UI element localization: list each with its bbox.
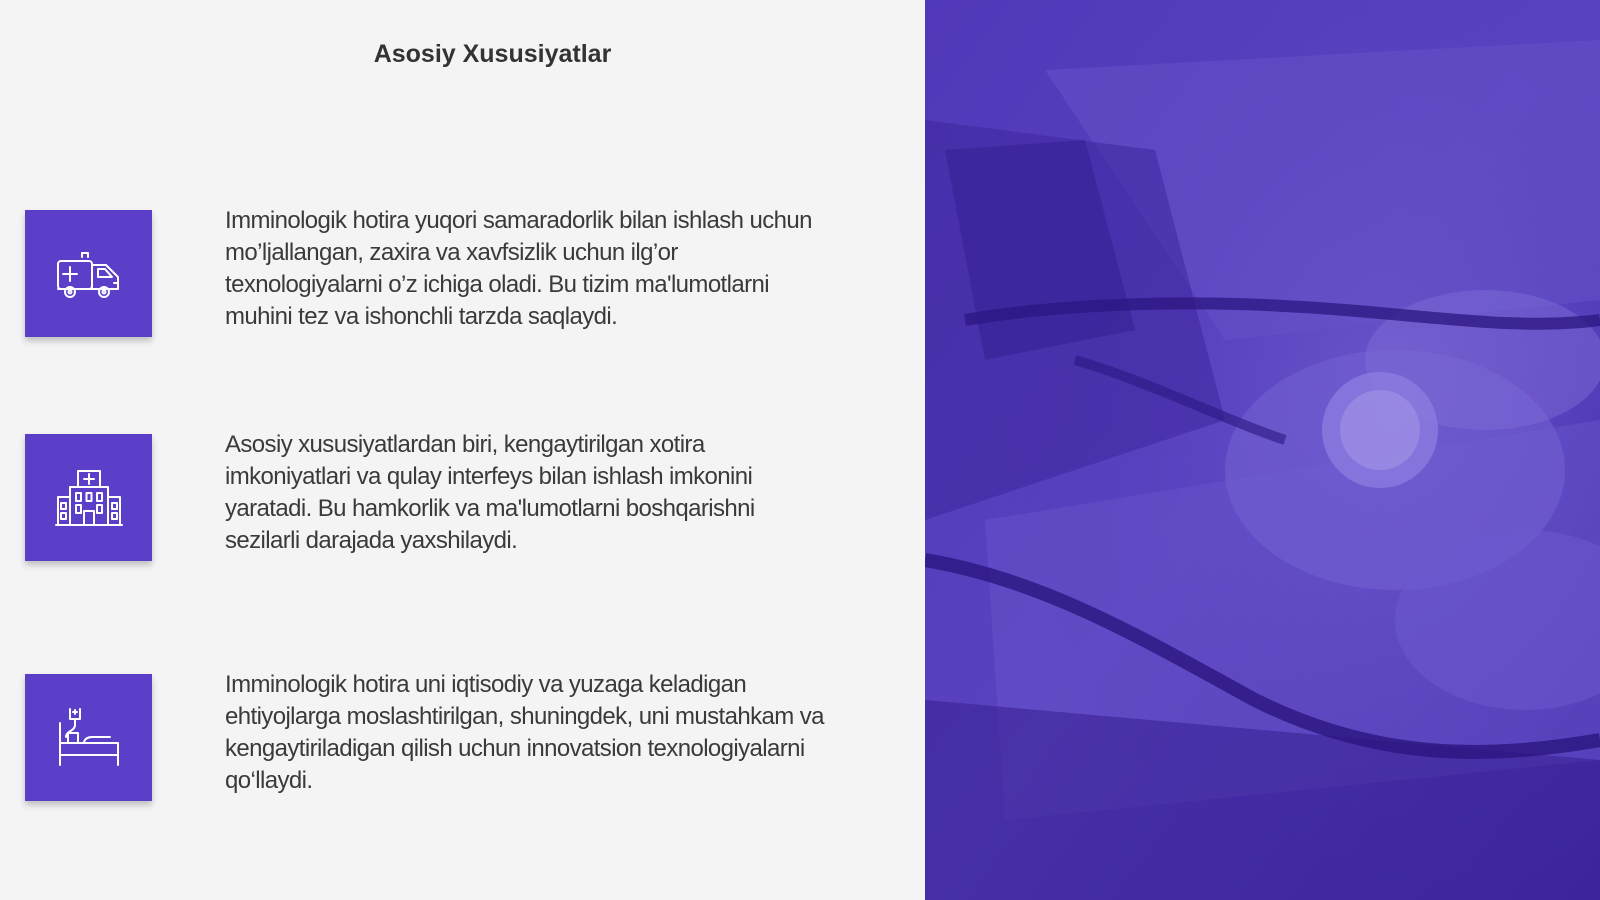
feature-text-1: Imminologik hotira yuqori samaradorlik bilan ishlash uchun mo’ljallangan, zaxira va xavfsizlik uchun ilg’or texnologiyalarni o’z ichiga oladi. Bu tizim ma'lumotlarni muhini tez va ishonchli tarzda saqlaydi. — [225, 207, 812, 330]
hospital-building-icon — [54, 463, 124, 533]
feature-text-3: Imminologik hotira uni iqtisodiy va yuzaga keladigan ehtiyojlarga moslashtirilgan, shuningdek, uni mustahkam va kengaytiriladigan qilish uchun innovatsion texnologiyalarni qo‘llaydi. — [225, 671, 824, 794]
stethoscope-photo — [925, 0, 1600, 900]
slide-title: Asosiy Xususiyatlar — [373, 40, 612, 68]
hospital-bed-icon — [54, 703, 124, 773]
feature-icon-box — [25, 210, 152, 337]
stethoscope-photo-illustration — [925, 0, 1600, 900]
feature-icon-box — [25, 434, 152, 561]
feature-icon-box — [25, 674, 152, 801]
ambulance-icon — [54, 239, 124, 309]
feature-text-2: Asosiy xususiyatlardan biri, kengaytirilgan xotira imkoniyatlari va qulay interfeys bilan ishlash imkonini yaratadi. Bu hamkorlik va ma'lumotlarni boshqarishni sezilarli darajada yaxshilaydi. — [225, 431, 755, 554]
